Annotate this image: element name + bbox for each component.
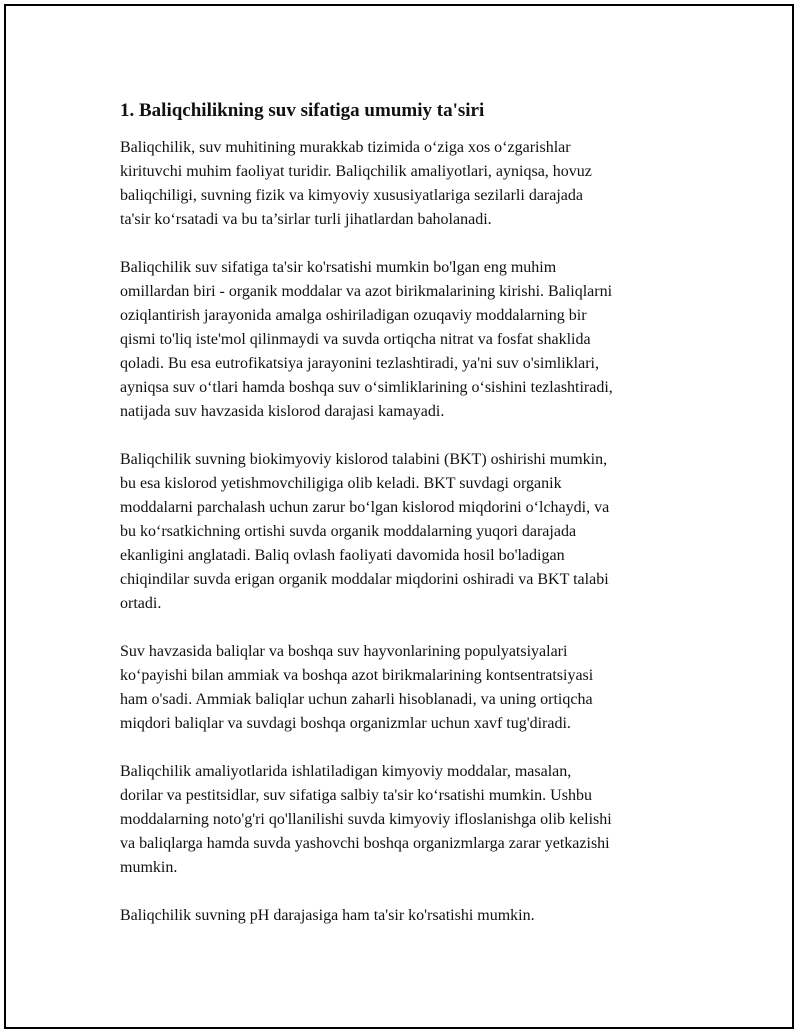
paragraph-chemicals [120, 760, 700, 880]
text-line: ekanligini anglatadi. Baliq ovlash faoliyati davomida hosil bo'ladigan [120, 547, 565, 564]
text-line: bu ko‘rsatkichning ortishi suvda organik moddalarning yuqori darajada [120, 523, 577, 540]
paragraph-ammonia [120, 640, 700, 736]
section-heading: 1. Baliqchilikning suv sifatiga umumiy ta'siri [120, 100, 485, 121]
paragraph-bkt [120, 448, 700, 616]
text-line: va baliqlarga hamda suvda yashovchi boshqa organizmlarga zarar yetkazishi [120, 835, 610, 852]
text-line: ortadi. [120, 595, 162, 612]
text-line: moddalarni parchalash uchun zarur bo‘lgan kislorod miqdorini o‘lchaydi, va [120, 499, 610, 516]
text-line: ko‘payishi bilan ammiak va boshqa azot birikmalarining kontsentratsiyasi [120, 667, 594, 684]
page-frame [4, 4, 794, 1029]
paragraph-intro [120, 136, 700, 232]
text-line: qismi to'liq iste'mol qilinmaydi va suvda ortiqcha nitrat va fosfat shaklida [120, 331, 591, 348]
text-line: mumkin. [120, 859, 178, 876]
text-line: natijada suv havzasida kislorod darajasi kamayadi. [120, 403, 445, 420]
text-line: Baliqchilik suvning biokimyoviy kislorod talabini (BKT) oshirishi mumkin, [120, 451, 608, 468]
text-line: qoladi. Bu esa eutrofikatsiya jarayonini tezlashtiradi, ya'ni suv o'simliklari, [120, 355, 599, 372]
text-line: chiqindilar suvda erigan organik moddalar miqdorini oshiradi va BKT talabi [120, 571, 609, 588]
document-body [120, 98, 700, 952]
paragraph-ph [120, 904, 700, 928]
text-line: Baliqchilik amaliyotlarida ishlatiladigan kimyoviy moddalar, masalan, [120, 763, 572, 780]
text-line: Baliqchilik suv sifatiga ta'sir ko'rsatishi mumkin bo'lgan eng muhim [120, 259, 557, 276]
text-line: Baliqchilik, suv muhitining murakkab tizimida o‘ziga xos o‘zgarishlar [120, 139, 571, 156]
paragraph-organic-matter [120, 256, 700, 424]
text-line: dorilar va pestitsidlar, suv sifatiga salbiy ta'sir ko‘rsatishi mumkin. Ushbu [120, 787, 592, 804]
text-line: omillardan biri - organik moddalar va azot birikmalarining kirishi. Baliqlarni [120, 283, 613, 300]
text-line: bu esa kislorod yetishmovchiligiga olib keladi. BKT suvdagi organik [120, 475, 562, 492]
text-line: oziqlantirish jarayonida amalga oshiriladigan ozuqaviy moddalarning bir [120, 307, 587, 324]
text-line: miqdori baliqlar va suvdagi boshqa organizmlar uchun xavf tug'diradi. [120, 715, 571, 732]
text-line: Suv havzasida baliqlar va boshqa suv hayvonlarining populyatsiyalari [120, 643, 568, 660]
text-line: baliqchiligi, suvning fizik va kimyoviy xususiyatlariga sezilarli darajada [120, 187, 583, 204]
text-line: kirituvchi muhim faoliyat turidir. Baliqchilik amaliyotlari, ayniqsa, hovuz [120, 163, 592, 180]
text-line: Baliqchilik suvning pH darajasiga ham ta'sir ko'rsatishi mumkin. [120, 907, 535, 924]
text-line: ta'sir ko‘rsatadi va bu ta’sirlar turli jihatlardan baholanadi. [120, 211, 492, 228]
text-line: ayniqsa suv o‘tlari hamda boshqa suv o‘simliklarining o‘sishini tezlashtiradi, [120, 379, 613, 396]
text-line: moddalarning noto'g'ri qo'llanilishi suvda kimyoviy ifloslanishga olib kelishi [120, 811, 612, 828]
text-line: ham o'sadi. Ammiak baliqlar uchun zaharli hisoblanadi, va uning ortiqcha [120, 691, 593, 708]
